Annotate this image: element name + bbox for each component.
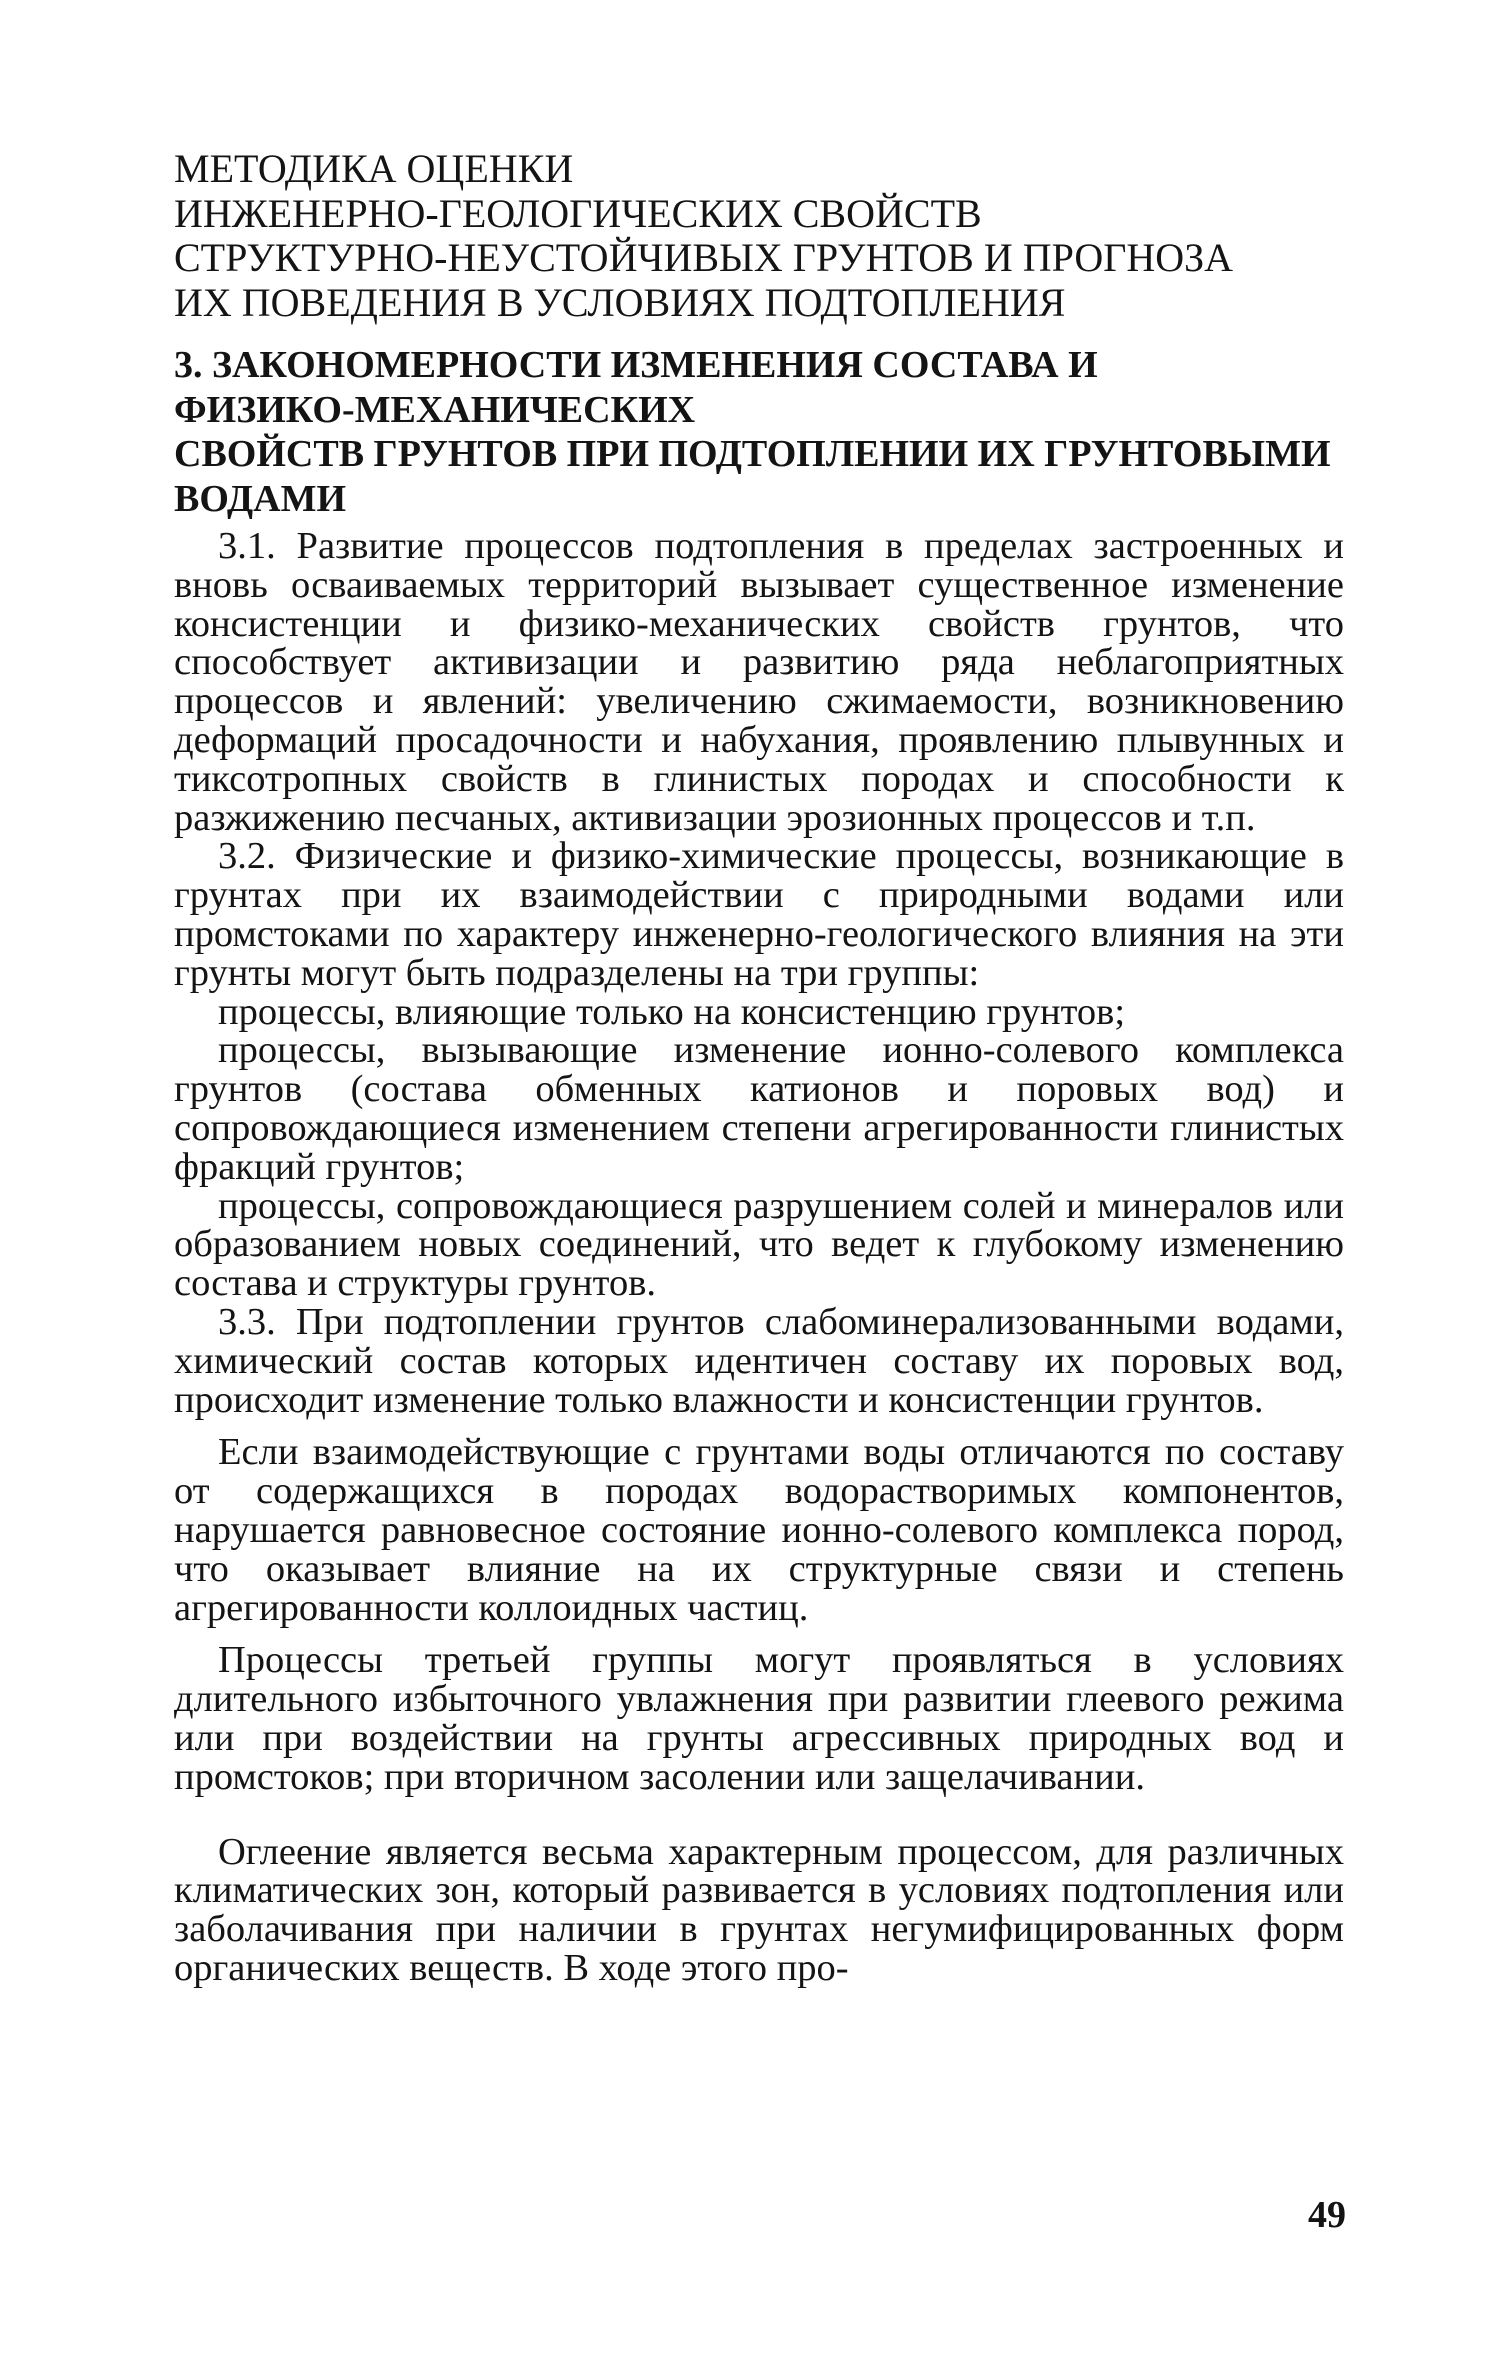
paragraph-3-1: 3.1. Развитие процессов подтопления в пределах застроенных и вновь осваиваемых территорий вызывает существенное изменение консистенции и физико-механических свойств грунтов, что способствует активизации и развитию ряда неблагоприятных процессов и явлений: увеличению сжимаемости, возникновению деформаций просадочности и набухания, проявлению плывунных и тиксотропных свойств в глинистых породах и способности к разжижению песчаных, активизации эрозионных процессов и т.п.: [174, 525, 1344, 839]
running-header: [174, 147, 1354, 325]
paragraph-3-3: 3.3. При подтоплении грунтов слабоминерализованными водами, химический состав которых идентичен составу их поровых вод, происходит изменение только влажности и консистенции грунтов.: [174, 1300, 1344, 1421]
list-item-group-1: процессы, влияющие только на консистенцию грунтов;: [218, 990, 1126, 1033]
section-heading: [174, 343, 1354, 521]
paragraph: Процессы третьей группы могут проявляться в условиях длительного избыточного увлажнения при развитии глеевого режима или при воздействии на грунты агрессивных природных вод и промстоков; при вторичном засолении или защелачивании.: [174, 1639, 1344, 1798]
running-header-line: СТРУКТУРНО-НЕУСТОЙЧИВЫХ ГРУНТОВ И ПРОГНОЗА: [174, 235, 1234, 280]
running-header-line: МЕТОДИКА ОЦЕНКИ: [174, 146, 574, 191]
running-header-line: ИХ ПОВЕДЕНИЯ В УСЛОВИЯХ ПОДТОПЛЕНИЯ: [174, 279, 1066, 325]
paragraph-3-2: 3.2. Физические и физико-химические процессы, возникающие в грунтах при их взаимодействии с природными водами или промстоками по характеру инженерно-геологического влияния на эти грунты могут быть подразделены на три группы:: [174, 835, 1344, 994]
paragraph: Если взаимодействующие с грунтами воды отличаются по составу от содержащихся в породах водорастворимых компонентов, нарушается равновесное состояние ионно-солевого комплекса пород, что оказывает влияние на их структурные связи и степень агрегированности коллоидных частиц.: [174, 1431, 1344, 1629]
section-heading-line: ВОДАМИ: [174, 477, 347, 520]
paragraph: Оглеение является весьма характерным процессом, для различных климатических зон, который развивается в условиях подтопления или заболачивания при наличии в грунтах негумифицированных форм органических веществ. В ходе этого про-: [174, 1830, 1344, 1989]
body-text: [174, 527, 1344, 1988]
section-heading-line: ФИЗИКО-МЕХАНИЧЕСКИХ: [174, 388, 696, 431]
list-item-group-3: процессы, сопровождающиеся разрушением солей и минералов или образованием новых соединений, что ведет к глубокому изменению состава и структуры грунтов.: [174, 1184, 1344, 1305]
section-heading-line: СВОЙСТВ ГРУНТОВ ПРИ ПОДТОПЛЕНИИ ИХ ГРУНТОВЫМИ: [174, 433, 1331, 475]
running-header-line: ИНЖЕНЕРНО-ГЕОЛОГИЧЕСКИХ СВОЙСТВ: [174, 190, 982, 236]
page-number: 49: [1308, 2194, 1346, 2236]
section-heading-line: 3. ЗАКОНОМЕРНОСТИ ИЗМЕНЕНИЯ СОСТАВА И: [174, 344, 1098, 386]
list-item-group-2: процессы, вызывающие изменение ионно-солевого комплекса грунтов (состава обменных катионов и поровых вод) и сопровождающиеся изменением степени агрегированности глинистых фракций грунтов;: [174, 1029, 1344, 1188]
